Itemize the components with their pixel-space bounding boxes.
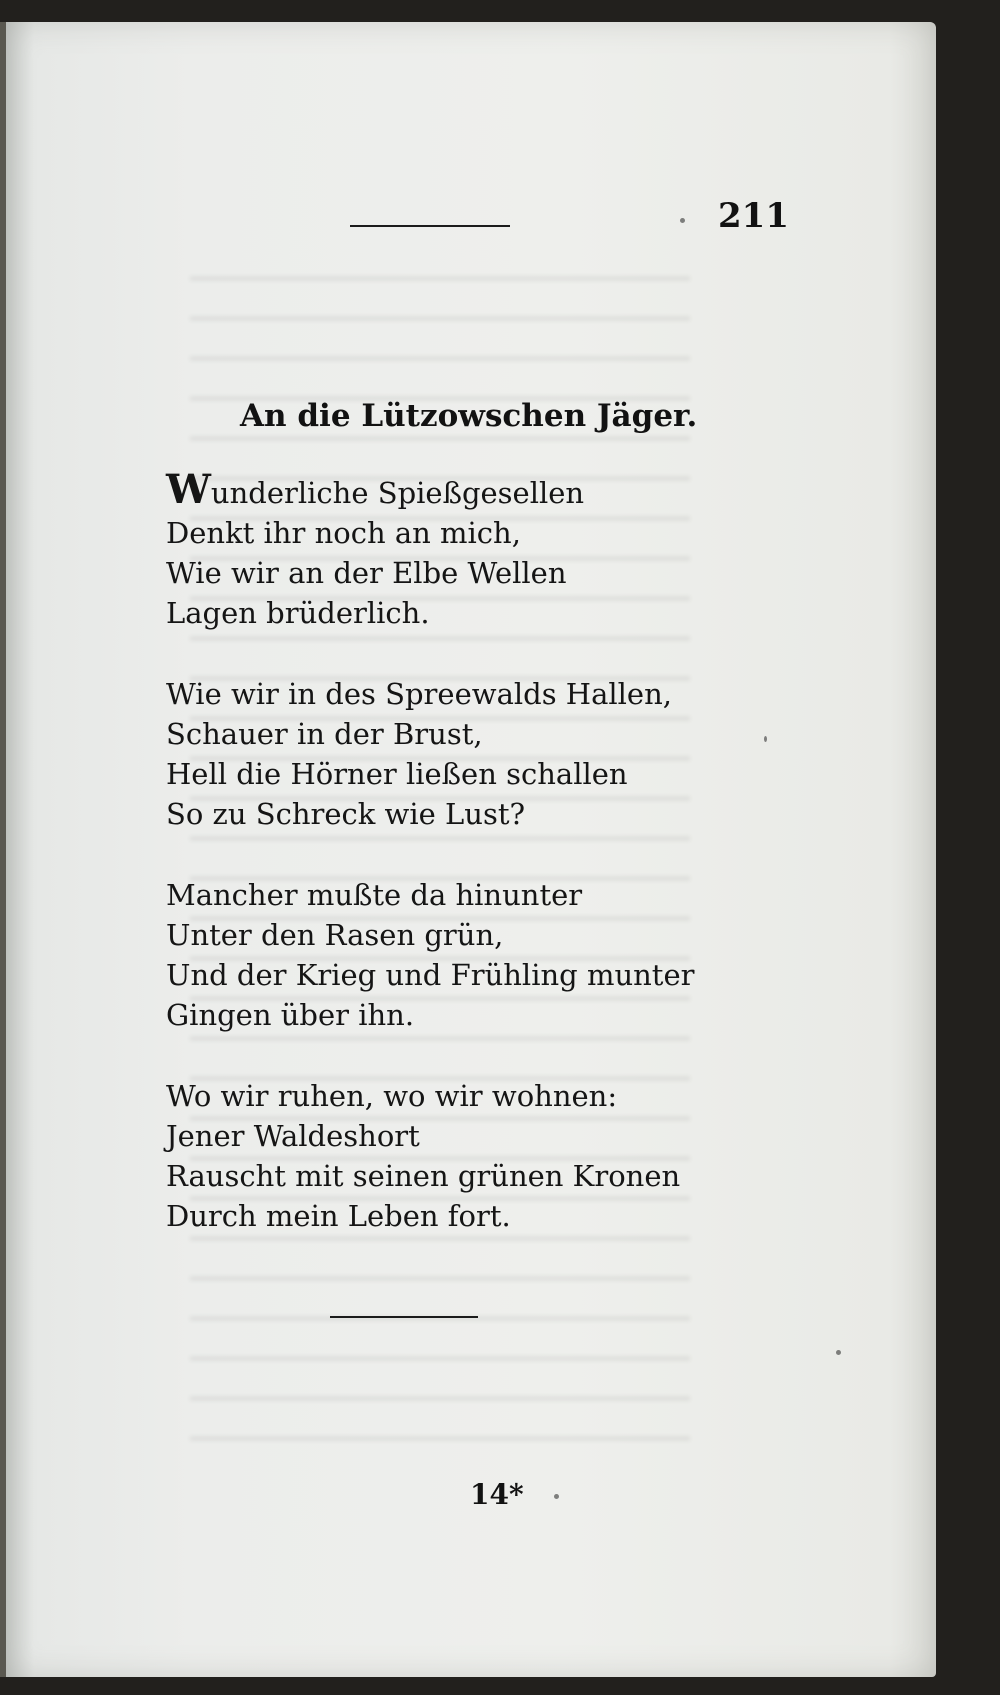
poem-line: Jener Waldeshort	[166, 1119, 420, 1153]
poem-line: Denkt ihr noch an mich,	[166, 516, 521, 550]
paper-speck	[836, 1350, 841, 1355]
poem-line: Hell die Hörner ließen schallen	[166, 757, 628, 791]
drop-cap: W	[166, 466, 211, 513]
poem-line: Lagen brüderlich.	[166, 596, 430, 630]
poem-line: Wie wir an der Elbe Wellen	[166, 556, 567, 590]
stanza-1	[166, 466, 694, 633]
poem-line: Mancher mußte da hinunter	[166, 878, 583, 912]
signature-mark: 14*	[470, 1478, 524, 1511]
poem-line: Wie wir in des Spreewalds Hallen,	[166, 677, 672, 711]
poem-line: Wo wir ruhen, wo wir wohnen:	[166, 1079, 618, 1113]
end-rule	[330, 1316, 478, 1318]
poem-line: So zu Schreck wie Lust?	[166, 797, 526, 831]
stanza-4	[166, 1076, 694, 1236]
header-rule	[350, 225, 510, 227]
stanza-3	[166, 875, 694, 1035]
poem-line: Gingen über ihn.	[166, 998, 415, 1032]
poem-line: Wunderliche Spießgesellen	[166, 466, 585, 513]
paper-speck	[764, 736, 767, 742]
poem-line: Durch mein Leben fort.	[166, 1199, 511, 1233]
poem-line: Und der Krieg und Frühling munter	[166, 958, 695, 992]
stanza-2	[166, 674, 694, 834]
poem-line: Unter den Rasen grün,	[166, 918, 504, 952]
paper-speck	[554, 1494, 559, 1499]
poem-line: Schauer in der Brust,	[166, 717, 483, 751]
page-number: 211	[718, 196, 789, 236]
poem-line: Rauscht mit seinen grünen Kronen	[166, 1159, 681, 1193]
paper-speck	[680, 218, 685, 223]
poem-title: An die Lützowschen Jäger.	[240, 398, 698, 434]
poem-body	[166, 466, 695, 1277]
